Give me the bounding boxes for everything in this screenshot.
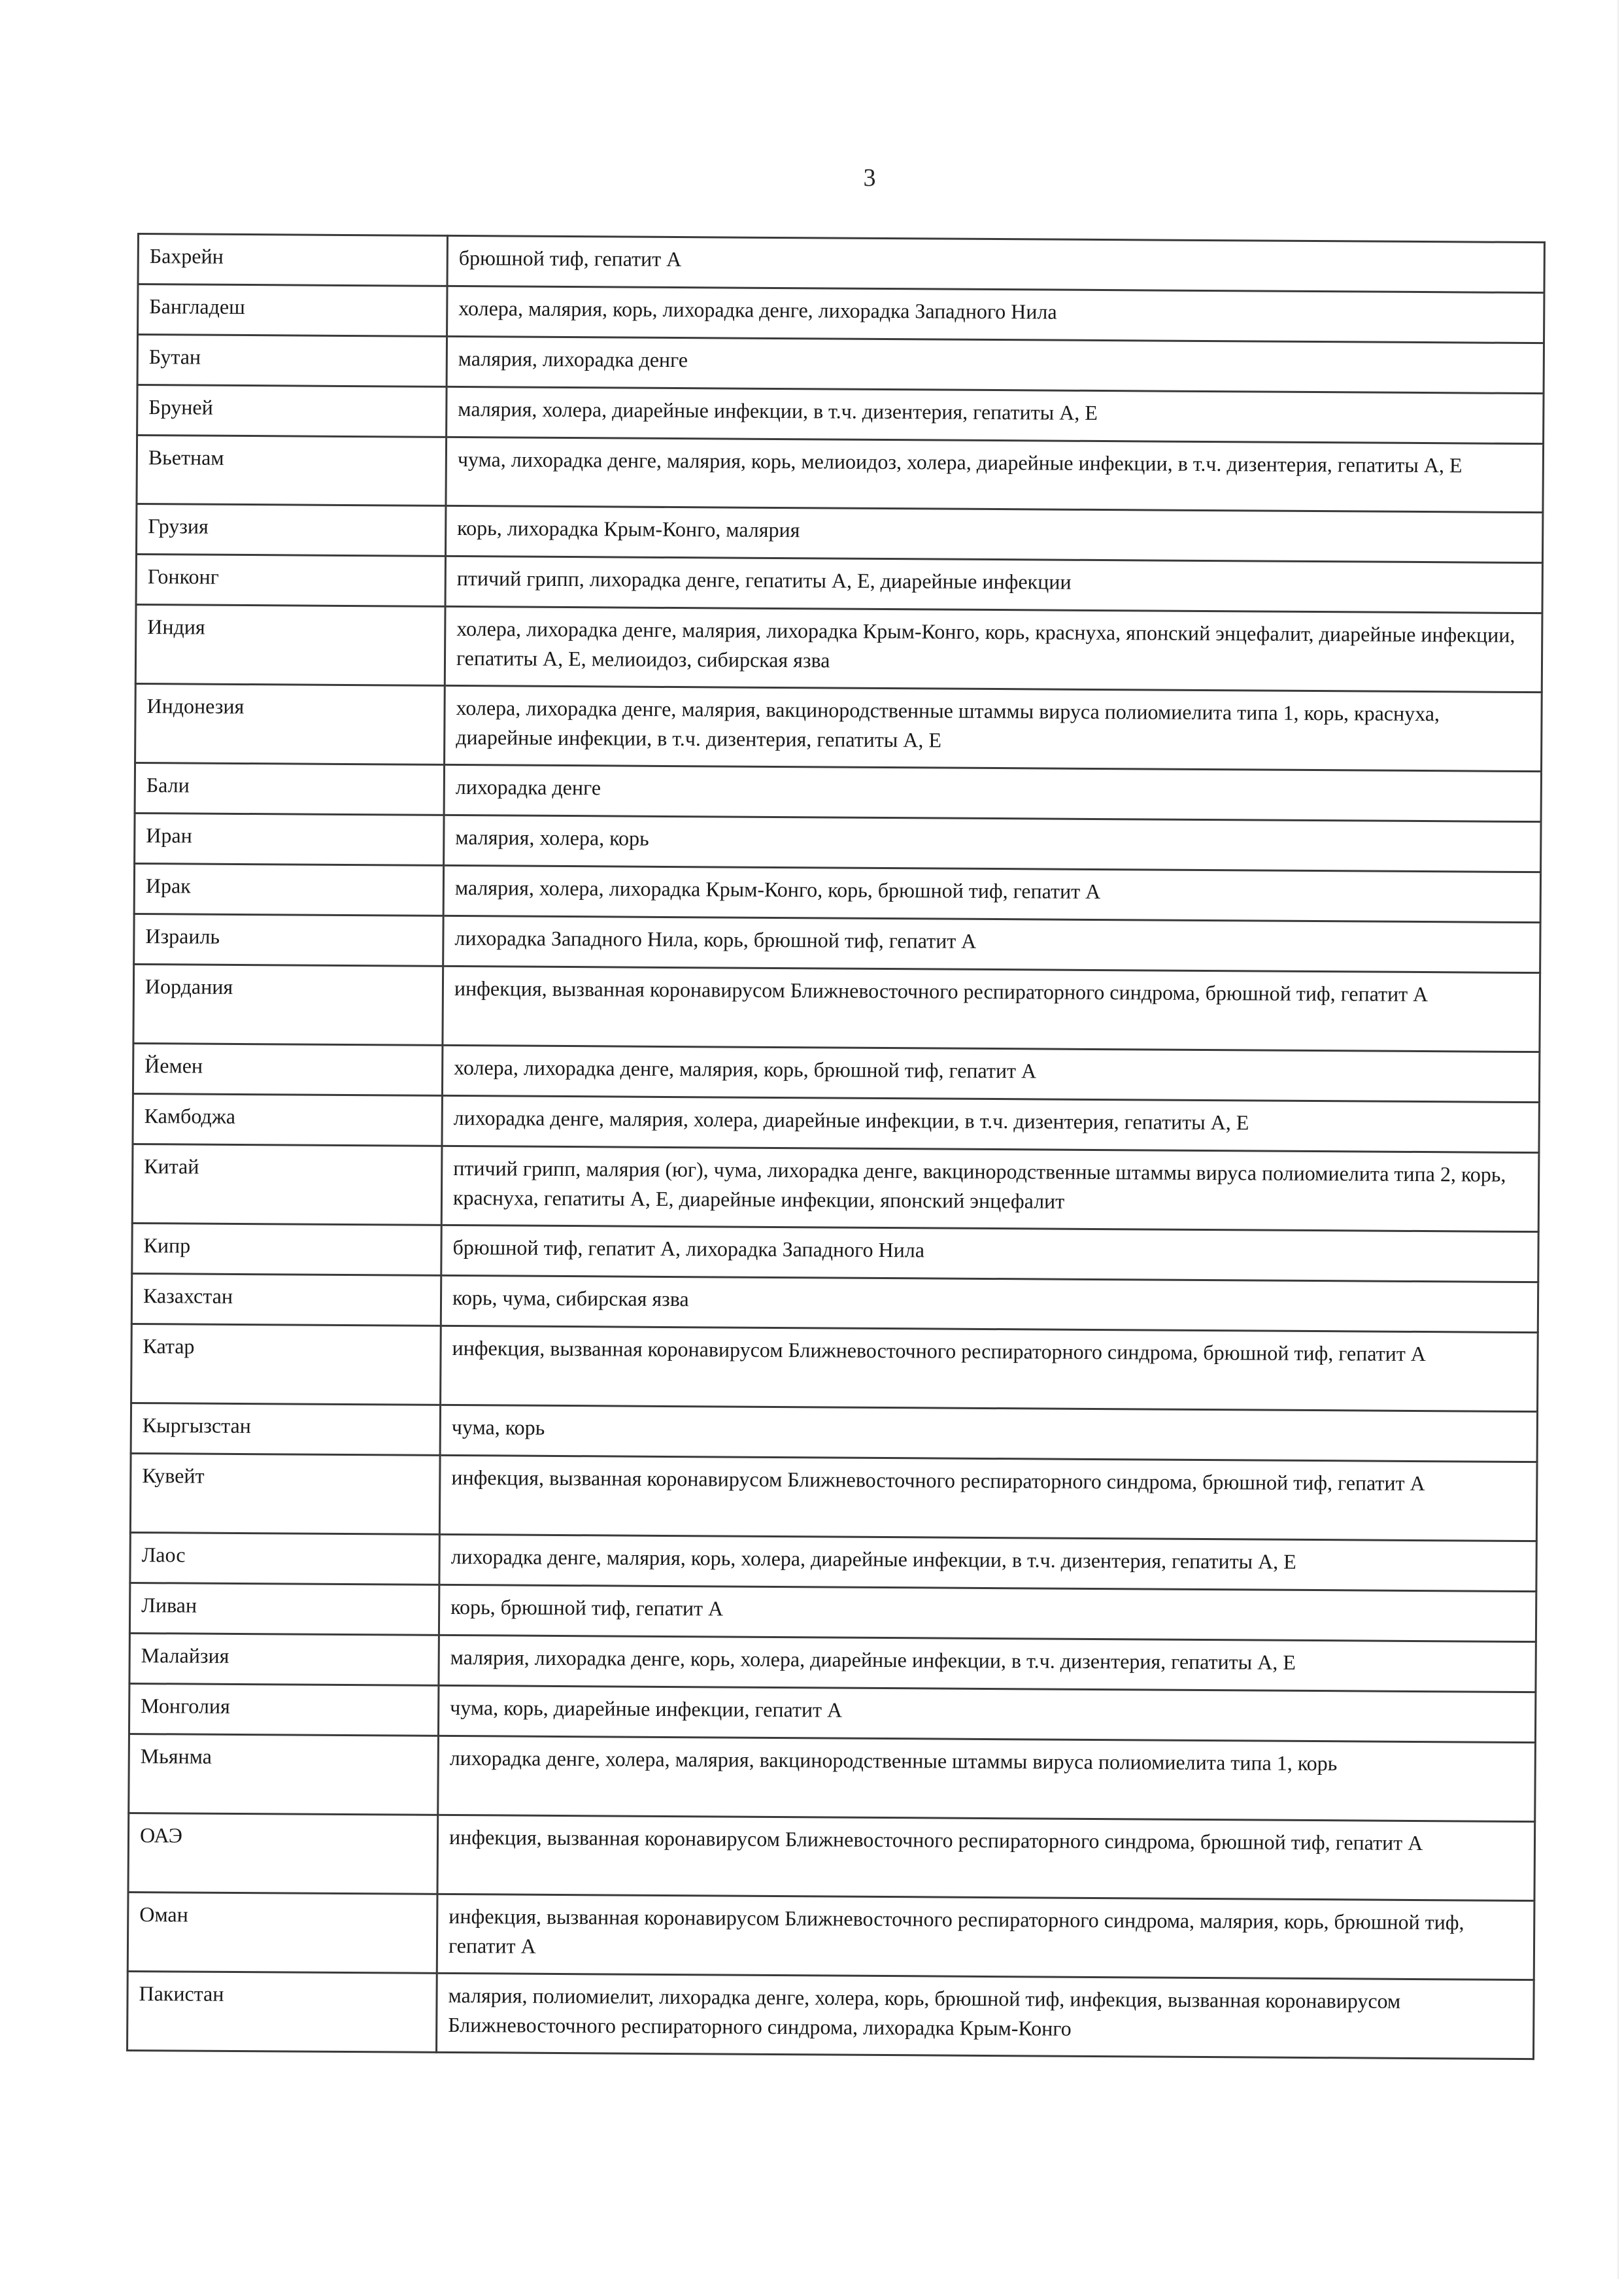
diseases-cell: корь, брюшной тиф, гепатит А xyxy=(439,1585,1536,1641)
diseases-cell: инфекция, вызванная коронавирусом Ближневосточного респираторного синдрома, малярия, корь, брюшной тиф, гепатит А xyxy=(437,1894,1534,1979)
diseases-cell: лихорадка денге, холера, малярия, вакцинородственные штаммы вируса полиомиелита типа 1, корь xyxy=(438,1736,1536,1821)
table-row xyxy=(137,385,1544,444)
table-row xyxy=(137,335,1544,394)
diseases-cell: холера, лихорадка денге, малярия, лихорадка Крым-Конго, корь, краснуха, японский энцефалит, диарейные инфекции, гепатиты А, Е, мелиоидоз, сибирская язва xyxy=(445,606,1542,692)
country-cell: Оман xyxy=(127,1892,437,1973)
diseases-cell: птичий грипп, малярия (юг), чума, лихорадка денге, вакцинородственные штаммы вируса полиомиелита типа 2, корь, краснуха, гепатиты А, Е, диарейные инфекции, японский энцефалит xyxy=(441,1146,1539,1231)
table-row xyxy=(133,964,1540,1052)
table-row xyxy=(130,1453,1537,1541)
country-cell: Грузия xyxy=(136,504,445,557)
table-row xyxy=(132,1223,1538,1282)
table-row xyxy=(129,1583,1536,1641)
diseases-cell: инфекция, вызванная коронавирусом Ближневосточного респираторного синдрома, брюшной тиф, гепатит А xyxy=(437,1815,1535,1900)
diseases-cell: малярия, холера, корь xyxy=(444,815,1541,872)
diseases-cell: корь, чума, сибирская язва xyxy=(441,1275,1538,1332)
page-number: 3 xyxy=(863,164,876,192)
country-cell: Иордания xyxy=(133,964,443,1045)
table-row xyxy=(136,555,1542,613)
table-row xyxy=(133,1043,1539,1102)
table-row xyxy=(132,1144,1539,1231)
country-cell: Кувейт xyxy=(130,1453,440,1534)
country-cell: Катар xyxy=(131,1324,441,1405)
table-row xyxy=(128,1813,1535,1900)
country-cell: Бангладеш xyxy=(138,284,447,337)
country-cell: Израиль xyxy=(134,914,443,966)
country-cell: Камбоджа xyxy=(133,1093,442,1146)
table-row xyxy=(130,1532,1536,1591)
diseases-cell: инфекция, вызванная коронавирусом Ближневосточного респираторного синдрома, брюшной тиф, гепатит А xyxy=(439,1455,1537,1541)
diseases-cell: малярия, холера, диарейные инфекции, в т.ч. дизентерия, гепатиты А, Е xyxy=(447,386,1544,443)
diseases-cell: корь, лихорадка Крым-Конго, малярия xyxy=(445,505,1542,562)
country-cell: Вьетнам xyxy=(137,436,447,506)
table-row xyxy=(135,683,1542,771)
country-cell: Лаос xyxy=(130,1532,439,1585)
country-cell: Индонезия xyxy=(135,683,445,764)
diseases-cell: малярия, лихорадка денге xyxy=(447,336,1544,393)
country-cell: Гонконг xyxy=(136,555,445,607)
country-cell: Монголия xyxy=(129,1683,438,1736)
table-row xyxy=(134,863,1540,922)
diseases-cell: малярия, полиомиелит, лихорадка денге, холера, корь, брюшной тиф, инфекция, вызванная коронавирусом Ближневосточного респираторного синдрома, лихорадка Крым-Конго xyxy=(437,1973,1534,2059)
diseases-cell: лихорадка денге, малярия, холера, диарейные инфекции, в т.ч. дизентерия, гепатиты А, Е xyxy=(442,1095,1539,1152)
table-row xyxy=(131,1324,1538,1411)
diseases-cell: инфекция, вызванная коронавирусом Ближневосточного респираторного синдрома, брюшной тиф, гепатит А xyxy=(443,966,1540,1052)
table-row xyxy=(133,1093,1539,1152)
diseases-cell: малярия, холера, лихорадка Крым-Конго, корь, брюшной тиф, гепатит А xyxy=(443,865,1540,922)
table-row xyxy=(138,234,1544,293)
diseases-cell: чума, корь, диарейные инфекции, гепатит А xyxy=(438,1685,1535,1742)
country-cell: ОАЭ xyxy=(128,1813,438,1894)
diseases-cell: брюшной тиф, гепатит А, лихорадка Западного Нила xyxy=(441,1225,1538,1282)
country-cell: Ирак xyxy=(134,863,443,916)
country-cell: Бруней xyxy=(137,385,447,437)
table-row xyxy=(131,1273,1538,1332)
table-row xyxy=(131,1403,1537,1462)
diseases-cell: лихорадка денге, малярия, корь, холера, диарейные инфекции, в т.ч. дизентерия, гепатиты А, Е xyxy=(439,1534,1536,1591)
table-row xyxy=(135,604,1542,692)
table-row xyxy=(129,1683,1535,1742)
country-cell: Мьянма xyxy=(129,1734,439,1815)
country-cell: Ливан xyxy=(129,1583,439,1635)
country-cell: Пакистан xyxy=(127,1971,437,2052)
diseases-cell: брюшной тиф, гепатит А xyxy=(447,235,1544,292)
table-row xyxy=(135,763,1541,821)
country-cell: Казахстан xyxy=(131,1273,441,1326)
table-row xyxy=(136,504,1542,563)
table-row xyxy=(135,813,1541,872)
diseases-cell: лихорадка денге xyxy=(444,764,1541,821)
scan-edge-line xyxy=(1617,0,1619,2279)
country-cell: Малайзия xyxy=(129,1633,439,1685)
diseases-cell: инфекция, вызванная коронавирусом Ближневосточного респираторного синдрома, брюшной тиф, гепатит А xyxy=(441,1326,1538,1411)
diseases-cell: холера, лихорадка денге, малярия, вакцинородственные штаммы вируса полиомиелита типа 1, корь, краснуха, диарейные инфекции, в т.ч. дизентерия, гепатиты А, Е xyxy=(445,685,1542,771)
country-cell: Кыргызстан xyxy=(131,1403,440,1455)
table-row xyxy=(127,1971,1534,2059)
diseases-cell: птичий грипп, лихорадка денге, гепатиты А, Е, диарейные инфекции xyxy=(445,556,1542,613)
diseases-cell: холера, лихорадка денге, малярия, корь, брюшной тиф, гепатит А xyxy=(442,1045,1539,1102)
country-cell: Бали xyxy=(135,763,444,815)
country-cell: Бахрейн xyxy=(138,234,447,286)
country-cell: Кипр xyxy=(132,1223,441,1275)
country-cell: Бутан xyxy=(137,335,447,387)
table-row xyxy=(129,1734,1536,1821)
table-row xyxy=(129,1633,1536,1692)
table-row xyxy=(138,284,1544,343)
diseases-cell: лихорадка Западного Нила, корь, брюшной тиф, гепатит А xyxy=(443,916,1540,972)
table-row xyxy=(134,914,1540,972)
table-row xyxy=(137,436,1544,513)
diseases-cell: малярия, лихорадка денге, корь, холера, диарейные инфекции, в т.ч. дизентерия, гепатиты А, Е xyxy=(439,1635,1536,1692)
diseases-cell: чума, лихорадка денге, малярия, корь, мелиоидоз, холера, диарейные инфекции, в т.ч. дизентерия, гепатиты А, Е xyxy=(446,437,1544,512)
country-cell: Йемен xyxy=(133,1043,442,1095)
country-cell: Иран xyxy=(135,813,444,865)
diseases-cell: чума, корь xyxy=(440,1405,1537,1462)
country-disease-table xyxy=(126,233,1546,2060)
table-row xyxy=(127,1892,1534,1979)
country-cell: Китай xyxy=(132,1144,442,1225)
country-cell: Индия xyxy=(135,604,445,685)
diseases-cell: холера, малярия, корь, лихорадка денге, лихорадка Западного Нила xyxy=(447,286,1544,343)
